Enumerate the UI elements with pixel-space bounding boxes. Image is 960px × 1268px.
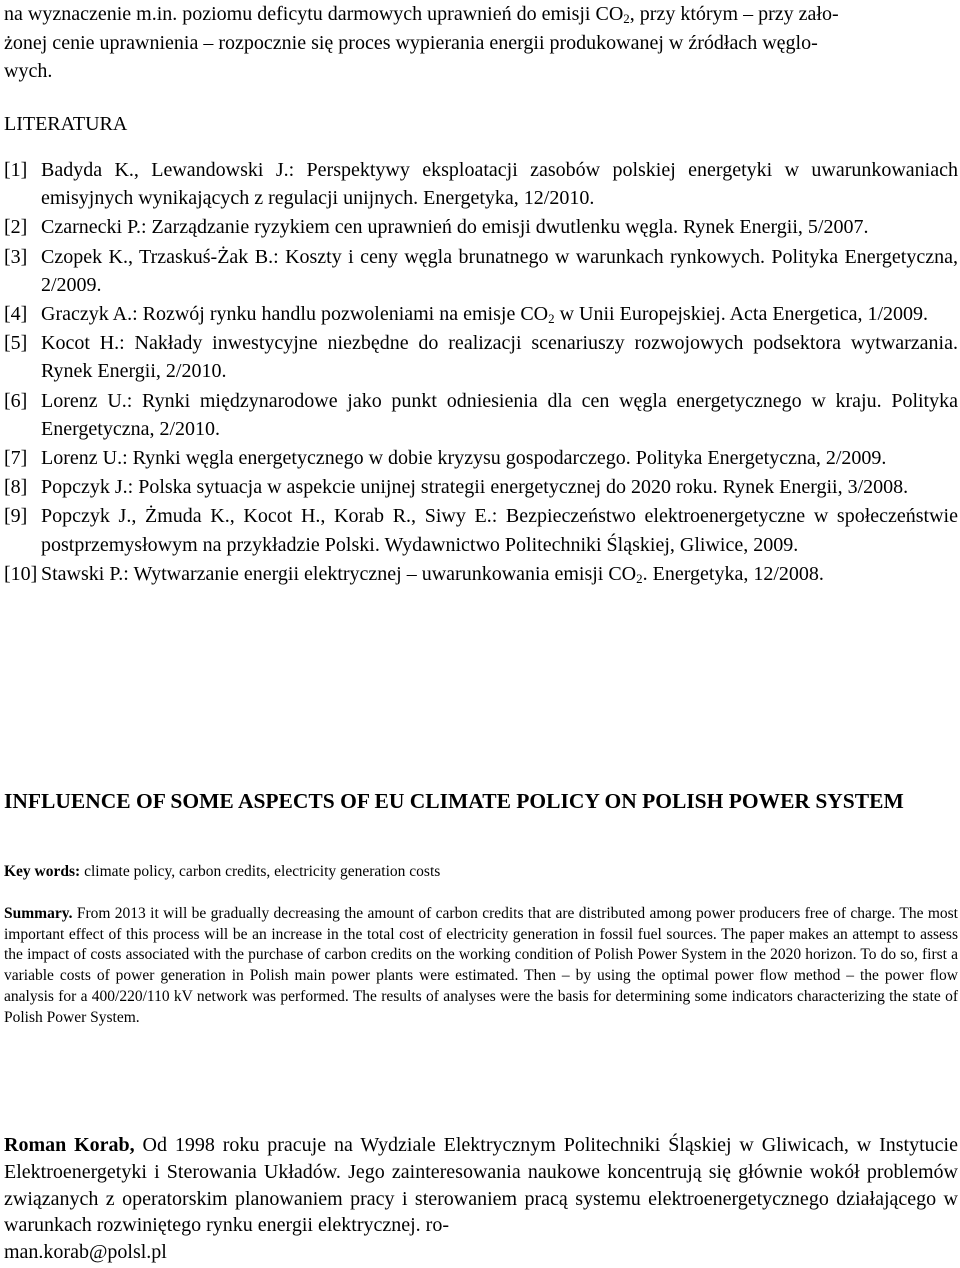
reference-text: Czarnecki P.: Zarządzanie ryzykiem cen uprawnień do emisji dwutlenku węgla. Rynek Energii, 5/2007. bbox=[41, 216, 869, 239]
bio-text: Od 1998 roku pracuje na Wydziale Elektrycznym Politechniki Śląskiej w Gliwicach, w Instytucie Elektroenergetyki i Sterowania Układów. Jego zainteresowania naukowe koncentrują się głównie wokół problemów związanych z operatorskim planowaniem pracy i sterowaniem pracą systemu elektroenergetycznego działającego w warunkach rozwiniętego rynku energii elektrycznej. ro- bbox=[4, 1134, 958, 1237]
reference-number: [5] bbox=[4, 332, 28, 355]
reference-item bbox=[4, 387, 958, 443]
intro-line-1: na wyznaczenie m.in. poziomu deficytu darmowych uprawnień do emisji $CO_2$, przy którym – przy zało- bbox=[4, 3, 839, 26]
reference-item bbox=[4, 300, 958, 328]
intro-line-2: żonej cenie uprawnienia – rozpocznie się proces wypierania energii produkowanej w źródłach węglo- bbox=[4, 31, 818, 54]
reference-number: [6] bbox=[4, 389, 28, 412]
reference-text: Stawski P.: Wytwarzanie energii elektrycznej – uwarunkowania emisji $CO_2$. Energetyka, 12/2008. bbox=[41, 562, 824, 586]
reference-number: [2] bbox=[4, 216, 28, 239]
author-email: man.korab@polsl.pl bbox=[4, 1241, 167, 1264]
reference-item bbox=[4, 329, 958, 385]
reference-list bbox=[4, 156, 958, 589]
reference-text: Popczyk J., Żmuda K., Kocot H., Korab R., Siwy E.: Bezpieczeństwo elektroenergetyczne w społeczeństwie postprzemysłowym na przykładzie Polski. Wydawnictwo Politechniki Śląskiej, Gliwice, 2009. bbox=[41, 505, 958, 556]
english-title: INFLUENCE OF SOME ASPECTS OF EU CLIMATE POLICY ON POLISH POWER SYSTEM bbox=[4, 789, 904, 813]
summary-label: Summary. bbox=[4, 905, 73, 922]
keywords-text: climate policy, carbon credits, electricity generation costs bbox=[80, 863, 441, 880]
reference-number: [10] bbox=[4, 562, 38, 585]
literature-heading: LITERATURA bbox=[4, 113, 128, 135]
reference-number: [7] bbox=[4, 447, 28, 470]
reference-text: Kocot H.: Nakłady inwestycyjne niezbędne do realizacji scenariuszy rozwojowych podsektora wytwarzania. Rynek Energii, 2/2010. bbox=[41, 332, 958, 383]
bio-body bbox=[4, 1132, 958, 1239]
reference-item bbox=[4, 156, 958, 212]
reference-text: Badyda K., Lewandowski J.: Perspektywy eksploatacji zasobów polskiej energetyki w uwarunkowaniach emisyjnych wynikających z regulacji unijnych. Energetyka, 12/2010. bbox=[41, 159, 958, 210]
reference-number: [4] bbox=[4, 303, 28, 326]
author-name: Roman Korab, bbox=[4, 1134, 135, 1156]
reference-text: Popczyk J.: Polska sytuacja w aspekcie unijnej strategii energetycznej do 2020 roku. Rynek Energii, 3/2008. bbox=[41, 476, 909, 499]
reference-number: [8] bbox=[4, 476, 28, 499]
intro-line-3: wych. bbox=[4, 60, 53, 82]
subscript-2: 2 bbox=[636, 570, 643, 586]
reference-number: [3] bbox=[4, 245, 28, 268]
subscript-2: 2 bbox=[548, 311, 555, 327]
reference-item bbox=[4, 243, 958, 299]
summary bbox=[4, 904, 958, 1028]
reference-item bbox=[4, 213, 958, 241]
reference-text: Czopek K., Trzaskuś-Żak B.: Koszty i ceny węgla brunatnego w warunkach rynkowych. Polityka Energetyczna, 2/2009. bbox=[41, 245, 958, 296]
summary-text: From 2013 it will be gradually decreasing the amount of carbon credits that are distributed among power producers free of charge. The most important effect of this process will be an increase in the total cost of electricity generation in fossil fuel sources. The paper makes an attempt to assess the impact of costs associated with the purchase of carbon credits on the working condition of Polish Power System in the 2020 horizon. To do so, first a variable costs of power generation in Polish main power plants were estimated. Then – by using the optimal power flow method – the power flow analysis for a 400/220/110 kV network was performed. The results of analyses were the basis for determining some indicators characterizing the state of Polish Power System. bbox=[4, 905, 958, 1026]
keywords-label: Key words: bbox=[4, 863, 81, 880]
reference-number: [1] bbox=[4, 159, 28, 181]
reference-item bbox=[4, 560, 958, 588]
reference-item bbox=[4, 444, 958, 472]
reference-number: [9] bbox=[4, 505, 28, 528]
keywords bbox=[4, 861, 958, 883]
reference-text: Lorenz U.: Rynki międzynarodowe jako punkt odniesienia dla cen węgla energetycznego w kraju. Polityka Energetyczna, 2/2010. bbox=[41, 389, 958, 440]
subscript-2: 2 bbox=[623, 11, 630, 26]
reference-text: Graczyk A.: Rozwój rynku handlu pozwoleniami na emisje $CO_2$ w Unii Europejskiej. Acta Energetica, 1/2009. bbox=[41, 303, 929, 327]
intro-paragraph bbox=[4, 0, 958, 86]
reference-item bbox=[4, 502, 958, 558]
reference-text: Lorenz U.: Rynki węgla energetycznego w dobie kryzysu gospodarczego. Polityka Energetyczna, 2/2009. bbox=[41, 447, 887, 470]
reference-item bbox=[4, 473, 958, 501]
author-bio bbox=[4, 1132, 958, 1266]
